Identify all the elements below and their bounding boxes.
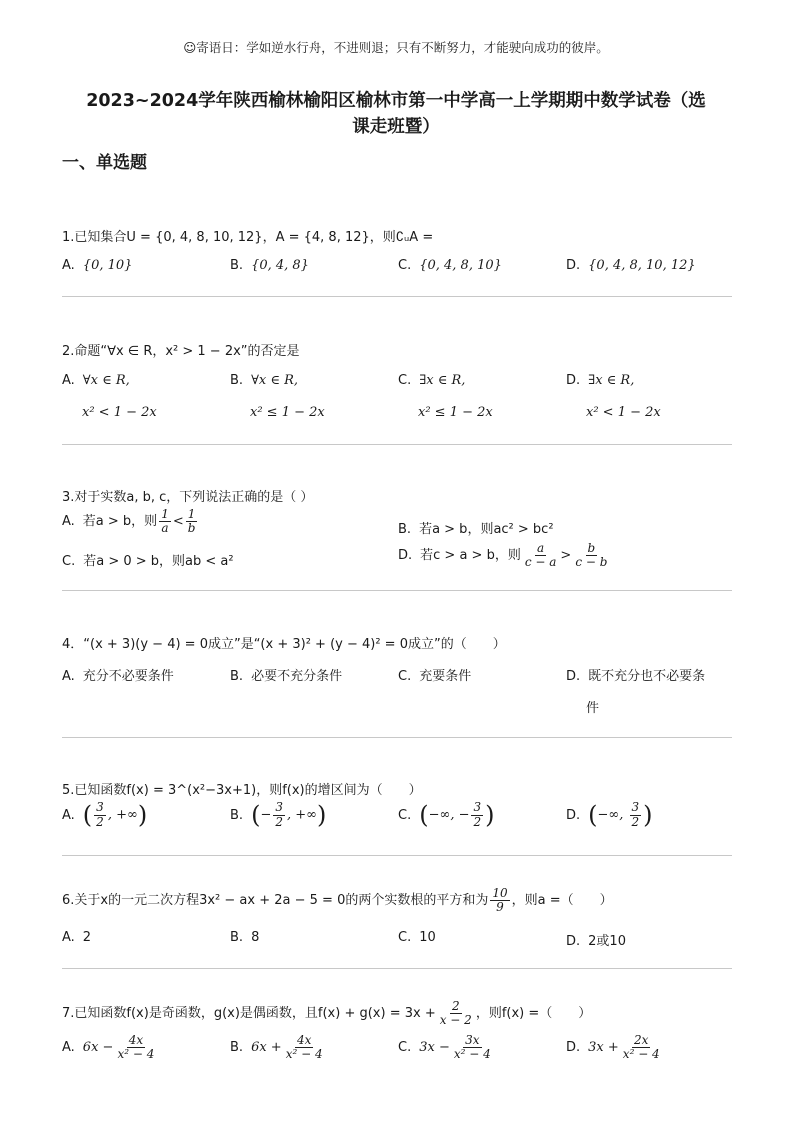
option-a-line2: x² < 1 − 2x <box>82 405 157 420</box>
option-a[interactable]: A. 2 <box>62 930 92 945</box>
option-b[interactable]: B. 必要不充分条件 <box>230 669 343 684</box>
option-a[interactable]: A. 若a > b，则 $\frac{1}{a}$ < $\frac{1}{b}$ <box>62 507 196 536</box>
divider <box>62 444 732 445</box>
option-a[interactable]: A. {0, 10} <box>62 258 133 273</box>
question-stem: 6.关于x的一元二次方程3x² − ax + 2a − 5 = 0的两个实数根的平方和为 $\frac{10}{9}$ ，则a =（ ） <box>62 886 613 915</box>
option-d[interactable]: D. ∃x ∈ R, <box>566 373 635 388</box>
option-d-line2: x² < 1 − 2x <box>586 405 661 420</box>
divider <box>62 855 732 856</box>
option-d[interactable]: D. 若c > a > b，则 $\frac{a}{c - a}$ > $\frac{b}{c - b}$ <box>398 541 608 570</box>
option-d[interactable]: D. 2或10 <box>566 934 626 949</box>
option-c[interactable]: C. {0, 4, 8, 10} <box>398 258 502 273</box>
option-c[interactable]: C. 3x − $\frac{3x}{\text{x² − 4}}$ <box>398 1033 491 1062</box>
option-b[interactable]: B. 6x + $\frac{4x}{\text{x² − 4}}$ <box>230 1033 323 1062</box>
title-line-1: 2023~2024学年陕西榆林榆阳区榆林市第一中学高一上学期期中数学试卷（选 <box>86 91 706 111</box>
option-a[interactable]: A. 6x − $\frac{4x}{\text{x² − 4}}$ <box>62 1033 155 1062</box>
option-a[interactable]: A. ( $\frac{3}{2}$ , +∞) <box>62 800 148 829</box>
page-title <box>40 88 752 140</box>
option-d-line2: 件 <box>586 701 600 716</box>
option-c[interactable]: C. 若a > 0 > b，则ab < a² <box>62 554 234 569</box>
option-d[interactable]: D. 既不充分也不必要条 <box>566 669 706 684</box>
option-c[interactable]: C. 充要条件 <box>398 669 472 684</box>
option-b[interactable]: B. 若a > b，则ac² > bc² <box>398 522 554 537</box>
option-a[interactable]: A. 充分不必要条件 <box>62 669 174 684</box>
question-stem: 5.已知函数f(x) = 3^(x²−3x+1)，则f(x)的增区间为（ ） <box>62 783 422 798</box>
title-line-2: 课走班暨） <box>352 117 440 137</box>
option-d[interactable]: D. 3x + $\frac{2x}{\text{x² − 4}}$ <box>566 1033 660 1062</box>
option-b[interactable]: B. {0, 4, 8} <box>230 258 309 273</box>
option-c[interactable]: C. ∃x ∈ R, <box>398 373 466 388</box>
option-d[interactable]: D. {0, 4, 8, 10, 12} <box>566 258 696 273</box>
motto: ☺寄语日：学如逆水行舟，不进则退；只有不断努力，才能驶向成功的彼岸。 <box>183 40 609 55</box>
option-c-line2: x² ≤ 1 − 2x <box>418 405 493 420</box>
question-stem: 4．“(x + 3)(y − 4) = 0成立”是“(x + 3)² + (y − 4)² = 0成立”的（ ） <box>62 637 506 652</box>
option-b[interactable]: B. 8 <box>230 930 260 945</box>
divider <box>62 968 732 969</box>
divider <box>62 590 732 591</box>
section-heading: 一、单选题 <box>62 153 147 173</box>
divider <box>62 296 732 297</box>
question-stem: 3.对于实数a, b, c，下列说法正确的是（ ） <box>62 490 314 505</box>
option-b[interactable]: B. (− $\frac{3}{2}$ , +∞) <box>230 800 327 829</box>
option-c[interactable]: C. 10 <box>398 930 436 945</box>
option-b-line2: x² ≤ 1 − 2x <box>250 405 325 420</box>
option-c[interactable]: C. (−∞, − $\frac{3}{2}$ ) <box>398 800 495 829</box>
option-a[interactable]: A. ∀x ∈ R, <box>62 373 130 388</box>
divider <box>62 737 732 738</box>
question-stem: 2.命题“∀x ∈ R，x² > 1 − 2x”的否定是 <box>62 344 300 359</box>
question-stem: 1.已知集合U = {0, 4, 8, 10, 12}，A = {4, 8, 12}，则∁ᵤA = <box>62 230 434 245</box>
option-d[interactable]: D. (−∞, $\frac{3}{2}$ ) <box>566 800 653 829</box>
question-stem: 7.已知函数f(x)是奇函数，g(x)是偶函数，且f(x) + g(x) = 3x + $\frac{2}{x - 2}$ ，则f(x) =（ ） <box>62 999 592 1028</box>
option-b[interactable]: B. ∀x ∈ R, <box>230 373 299 388</box>
